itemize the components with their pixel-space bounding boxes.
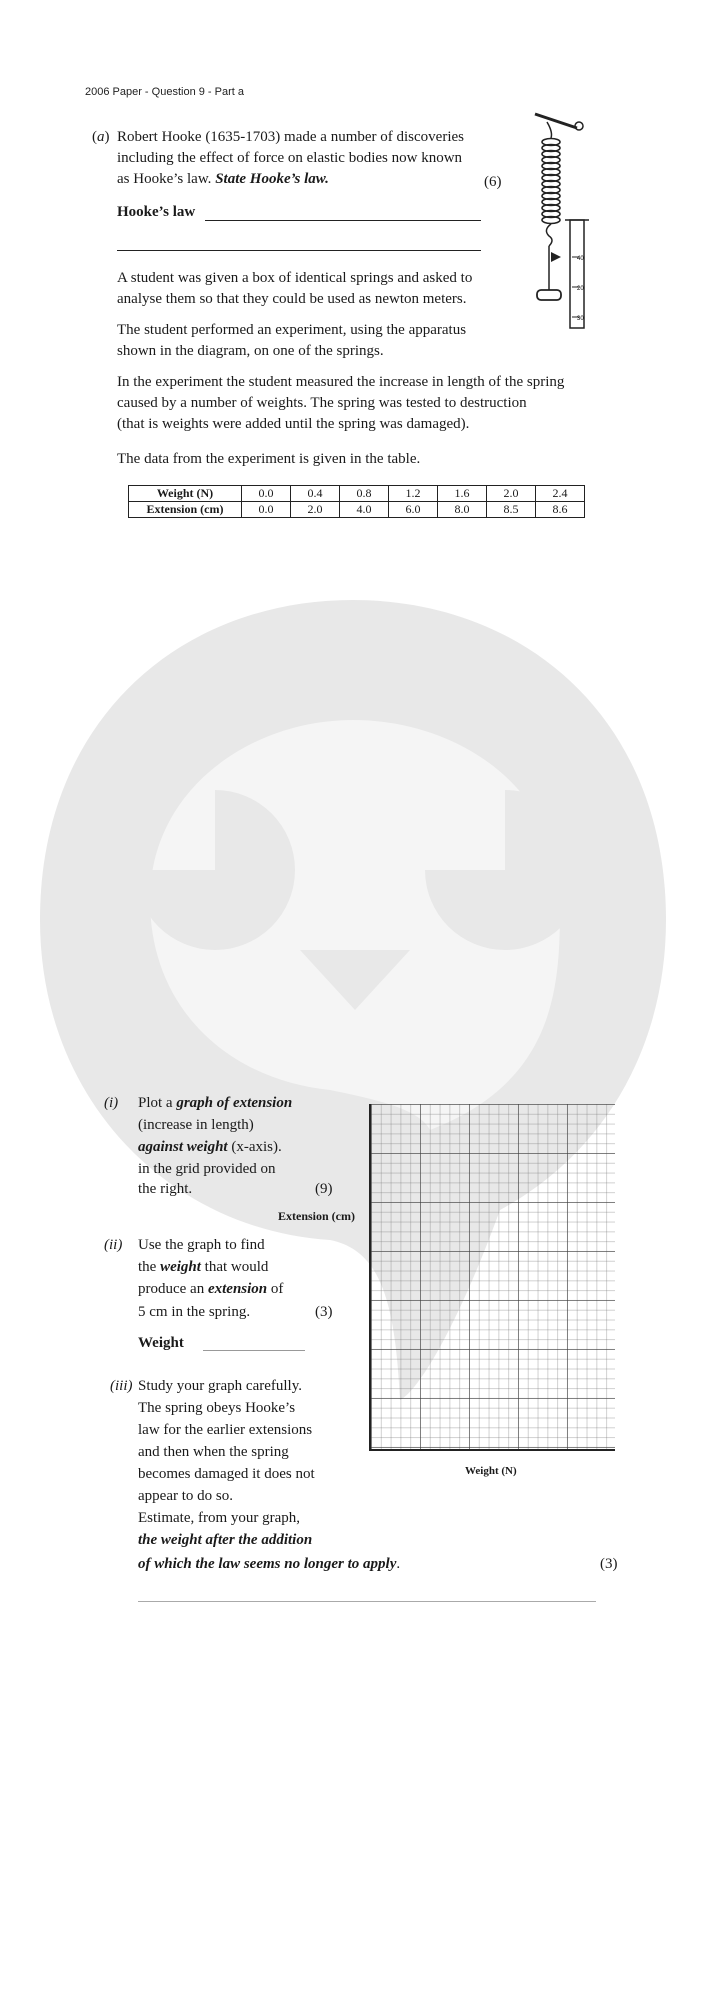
table-cell: 0.8 <box>340 486 389 502</box>
question-ii-label: (ii) <box>104 1237 123 1253</box>
question-i-line-1: Plot a graph of extension <box>138 1095 293 1111</box>
weight-answer-line[interactable] <box>203 1350 305 1351</box>
graph-grid[interactable] <box>369 1104 615 1451</box>
graph-x-axis-label: Weight (N) <box>465 1465 517 1477</box>
question-iii-line-2: The spring obeys Hooke’s <box>138 1400 296 1416</box>
hookes-law-label: Hooke’s law <box>117 204 196 220</box>
part-a-label: (a) <box>92 129 110 145</box>
table-header-weight: Weight (N) <box>129 486 242 502</box>
hookes-law-answer-line-2[interactable] <box>117 250 481 251</box>
question-iii-line-5: becomes damaged it does not <box>138 1466 315 1482</box>
table-cell: 1.2 <box>389 486 438 502</box>
paragraph-2-line-2: shown in the diagram, on one of the springs. <box>117 343 384 359</box>
table-cell: 8.5 <box>487 502 536 518</box>
question-iii-line-6: appear to do so. <box>138 1488 233 1504</box>
scale-label-1: 40 <box>577 256 584 262</box>
question-iii-line-7: Estimate, from your graph, <box>138 1510 301 1526</box>
question-ii-line-4: 5 cm in the spring. <box>138 1304 251 1320</box>
paragraph-4: The data from the experiment is given in the table. <box>117 451 421 467</box>
table-cell: 2.0 <box>487 486 536 502</box>
question-ii-line-3: produce an extension of <box>138 1281 284 1297</box>
table-cell: 2.4 <box>536 486 585 502</box>
spring-apparatus-diagram <box>515 112 595 332</box>
scale-label-2: 20 <box>577 286 584 292</box>
table-cell: 8.0 <box>438 502 487 518</box>
graph-y-axis-label: Extension (cm) <box>278 1209 355 1223</box>
table-cell: 0.0 <box>242 502 291 518</box>
table-cell: 2.0 <box>291 502 340 518</box>
table-cell: 4.0 <box>340 502 389 518</box>
table-cell: 1.6 <box>438 486 487 502</box>
question-i-line-5: the right. <box>138 1181 193 1197</box>
scale-label-3: 30 <box>577 316 584 322</box>
part-a-line-3: as Hooke’s law. State Hooke’s law. <box>117 171 329 187</box>
paragraph-3-line-3: (that is weights were added until the spring was damaged). <box>117 416 470 432</box>
question-iii-line-1: Study your graph carefully. <box>138 1378 302 1394</box>
question-iii-line-8: the weight after the addition <box>138 1532 313 1548</box>
question-iii-line-3: law for the earlier extensions <box>138 1422 313 1438</box>
paragraph-3-line-2: caused by a number of weights. The spring was tested to destruction <box>117 395 527 411</box>
paragraph-2-line-1: The student performed an experiment, using the apparatus <box>117 322 467 338</box>
question-i-line-4: in the grid provided on <box>138 1161 276 1177</box>
part-a-line-2: including the effect of force on elastic bodies now known <box>117 150 463 166</box>
paragraph-1-line-1: A student was given a box of identical springs and asked to <box>117 270 473 286</box>
table-cell: 8.6 <box>536 502 585 518</box>
part-a-marks: (6) <box>484 174 502 190</box>
weight-answer-label: Weight <box>138 1335 184 1351</box>
question-ii-line-1: Use the graph to find <box>138 1237 265 1253</box>
question-i-marks: (9) <box>315 1181 333 1197</box>
question-ii-line-2: the weight that would <box>138 1259 269 1275</box>
page-header: 2006 Paper - Question 9 - Part a <box>85 86 244 98</box>
question-iii-line-9: of which the law seems no longer to apply. <box>138 1556 401 1572</box>
part-a-line-1: Robert Hooke (1635-1703) made a number of discoveries <box>117 129 464 145</box>
question-iii-marks: (3) <box>600 1556 618 1572</box>
question-i-line-2: (increase in length) <box>138 1117 254 1133</box>
table-cell: 0.4 <box>291 486 340 502</box>
question-i-line-3: against weight (x-axis). <box>138 1139 282 1155</box>
hookes-law-answer-line-1[interactable] <box>205 220 481 221</box>
question-iii-label: (iii) <box>110 1378 133 1394</box>
paragraph-3-line-1: In the experiment the student measured the increase in length of the spring <box>117 374 565 390</box>
table-row-weight <box>129 486 585 502</box>
question-iii-line-4: and then when the spring <box>138 1444 289 1460</box>
data-table <box>128 485 585 518</box>
question-iii-answer-line[interactable] <box>138 1601 596 1602</box>
table-row-extension <box>129 502 585 518</box>
paragraph-1-line-2: analyse them so that they could be used as newton meters. <box>117 291 467 307</box>
table-cell: 0.0 <box>242 486 291 502</box>
question-ii-marks: (3) <box>315 1304 333 1320</box>
question-i-label: (i) <box>104 1095 119 1111</box>
table-cell: 6.0 <box>389 502 438 518</box>
table-header-extension: Extension (cm) <box>129 502 242 518</box>
